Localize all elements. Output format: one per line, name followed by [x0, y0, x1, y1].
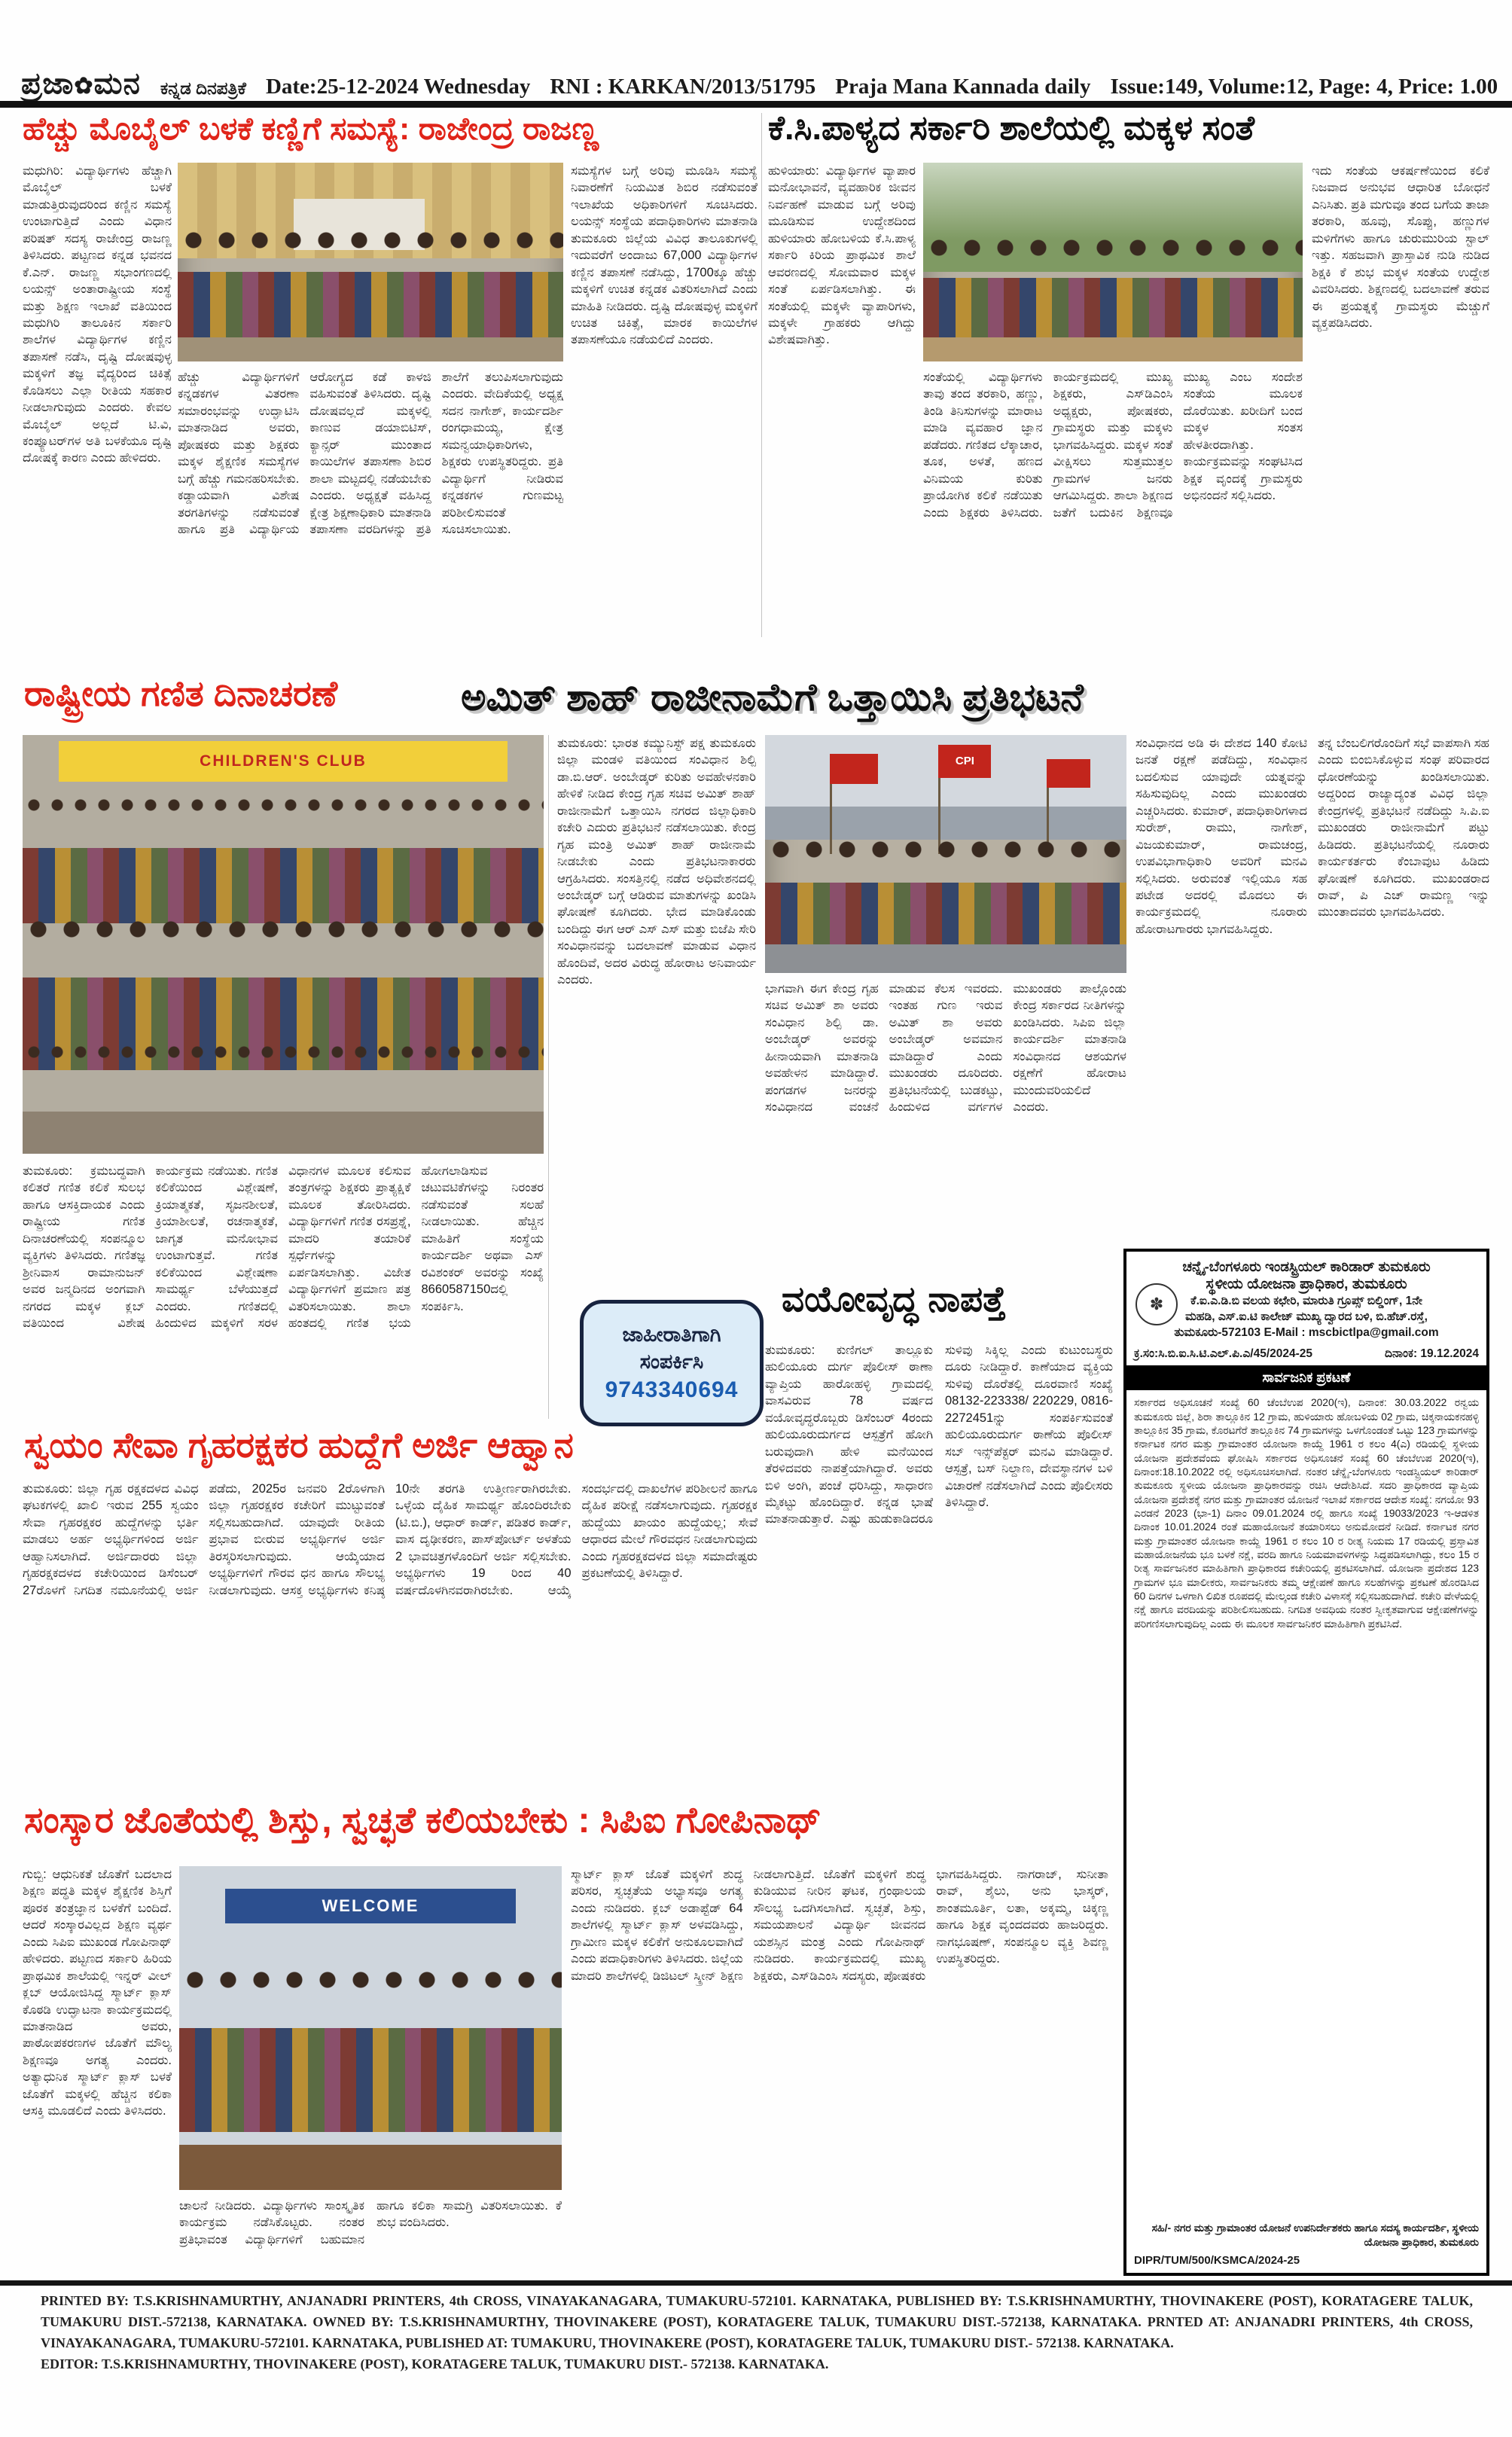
- article2-left-text: ಹುಳಿಯಾರು: ವಿದ್ಯಾರ್ಥಿಗಳ ವ್ಯಾಪಾರ ಮನೋಭಾವನೆ, ವ್ಯವಹಾರಿಕ ಜೀವನ ನಿರ್ವಹಣೆ ಮಾಡುವ ಬಗ್ಗೆ ಅರಿವು ಮೂಡಿಸುವ ಉದ್ದೇಶದಿಂದ ಹುಳಿಯಾರು ಹೋಬಳಿಯ ಕೆ.ಸಿ.ಪಾಳ್ಯ ಸರ್ಕಾರಿ ಕಿರಿಯ ಪ್ರಾಥಮಿಕ ಶಾಲೆ ಆವರಣದಲ್ಲಿ ಸೋಮವಾರ ಮಕ್ಕಳ ಸಂತೆ ಏರ್ಪಡಿಸಲಾಗಿತ್ತು. ಈ ಸಂತೆಯಲ್ಲಿ ಮಕ್ಕಳೇ ವ್ಯಾಪಾರಿಗಳು, ಮಕ್ಕಳೇ ಗ್ರಾಹಕರು ಆಗಿದ್ದು ವಿಶೇಷವಾಗಿತ್ತು.: [768, 164, 916, 347]
- logo-text-left: ಪ್ರಜಾ: [21, 67, 75, 100]
- masthead: [21, 63, 1498, 101]
- flower-emblem-icon: ✿: [74, 74, 94, 99]
- notice-address-line1: ಕೆ.ಐ.ಎ.ಡಿ.ಬಿ ವಲಯ ಕಛೇರಿ, ಮಾರುತಿ ಗ್ರೂಪ್ಸ್ ಬಿಲ್ಡಿಂಗ್, 1ನೇ: [1190, 1295, 1422, 1308]
- headline-amit-shah-protest: ಅಮಿತ್ ಶಾಹ್ ರಾಜೀನಾಮೆಗೆ ಒತ್ತಾಯಿಸಿ ಪ್ರತಿಭಟನೆ: [461, 676, 1084, 718]
- article1-bottom-columns: [178, 369, 563, 637]
- notice-body-text: ಸರ್ಕಾರದ ಅಧಿಸೂಚನೆ ಸಂಖ್ಯೆ 60 ಚೆಂಬೆಉಪ 2020(ಇ), ದಿನಾಂಕ: 30.03.2022 ರನ್ವಯ ತುಮಕೂರು ಜಿಲ್ಲೆ, ಶಿರಾ ತಾಲ್ಲೂಕಿನ 12 ಗ್ರಾಮ, ಹುಳಿಯಾರು ಹೋಬಳಿಯ 02 ಗ್ರಾಮ, ಚಿಕ್ಕನಾಯಕನಹಳ್ಳಿ ತಾಲ್ಲೂಕಿನ 35 ಗ್ರಾಮ, ಕೊರಟಗೆರೆ ತಾಲ್ಲೂಕಿನ 74 ಗ್ರಾಮಗಳನ್ನು ಒಳಗೊಂಡಂತೆ ಒಟ್ಟು 123 ಗ್ರಾಮಗಳನ್ನು ಕರ್ನಾಟಕ ನಗರ ಮತ್ತು ಗ್ರಾಮಾಂತರ ಯೋಜನಾ ಕಾಯ್ದೆ 1961 ರ ಕಲಂ 4(ಎ) ರಡಿಯಲ್ಲಿ ಸ್ಥಳೀಯ ಯೋಜನಾ ಪ್ರದೇಶವೆಂದು ಘೋಷಿಸಿ ಸರ್ಕಾರದ ಅಧಿಸೂಚನೆ ಸಂಖ್ಯೆ 60 ಚೆಂಬೆಉಪ 2020(ಇ), ದಿನಾಂಕ:18.10.2022 ರಲ್ಲಿ ಅಧಿಸೂಚಿಸಲಾಗಿದೆ. ನಂತರ ಚೆನ್ನೈ-ಬೆಂಗಳೂರು ಇಂಡಸ್ಟ್ರಿಯಲ್ ಕಾರಿಡಾರ್ ತುಮಕೂರು ಸ್ಥಳೀಯ ಯೋಜನಾ ಪ್ರಾಧಿಕಾರವನ್ನು ರಚಿಸಿ ಆದೇಶಿಸಿದೆ. ಸದರಿ ಪ್ರಾಧಿಕಾರದ ವ್ಯಾಪ್ತಿಯ ಯೋಜನಾ ಪ್ರದೇಶಕ್ಕೆ ನಗರ ಮತ್ತು ಗ್ರಾಮಾಂತರ ಯೋಜನೆ ಇಲಾಖೆ ಸರ್ಕಾರದ ಆದೇಶ ಸಂಖ್ಯೆ: ನಗಯೋ 93 ಎರಡನೆ 2023 (ಭಾ-1) ದಿನಾಂ 09.01.2024 ರಲ್ಲಿ ಹಾಗೂ ಸಂಖ್ಯೆ 19033/2023 ಇ-ಆಡಳಿತ ದಿನಾಂಕ 10.01.2024 ರಂತೆ ಮಹಾಯೋಜನೆ ತಯಾರಿಸಲು ಅನುಮೋದನೆ ನೀಡಿದೆ. ಕರ್ನಾಟಕ ನಗರ ಮತ್ತು ಗ್ರಾಮಾಂತರ ಯೋಜನಾ ಕಾಯ್ದೆ 1961 ರ ಕಲಂ 10 ರ ರೀತ್ಯ ನಿಯಮ 17 ರಡಿಯಲ್ಲಿ ಪ್ರಸ್ತಾವಿತ ಮಹಾಯೋಜನೆಯ ಭೂ ಬಳಕೆ ನಕ್ಷೆ, ವರದಿ ಹಾಗೂ ನಿಯಮಾವಳಿಗಳನ್ನು ಸಿದ್ಧಪಡಿಸಲಾಗಿದ್ದು, ಕಲಂ 15 ರ ರೀತ್ಯ ಸಾರ್ವಜನಿಕರ ಮಾಹಿತಿಗಾಗಿ ಪ್ರಾಧಿಕಾರದ ಕಚೇರಿಯಲ್ಲಿ ಪ್ರಕಟಿಸಲಾಗಿದೆ. ಯೋಜನಾ ಪ್ರದೇಶದ 123 ಗ್ರಾಮಗಳ ಭೂ ಮಾಲೀಕರು, ಸಾರ್ವಜನಿಕರು ತಮ್ಮ ಆಕ್ಷೇಪಣೆ ಹಾಗೂ ಸಲಹೆಗಳನ್ನು ಪ್ರಕಟಣೆ ಹೊರಡಿಸಿದ 60 ದಿನಗಳ ಒಳಗಾಗಿ ಲಿಖಿತ ರೂಪದಲ್ಲಿ ಮೇಲ್ಕಂಡ ಕಚೇರಿ ವಿಳಾಸಕ್ಕೆ ಸಲ್ಲಿಸಬಹುದಾಗಿದೆ. ಕಚೇರಿ ವೇಳೆಯಲ್ಲಿ ನಕ್ಷೆ ಹಾಗೂ ವರದಿಯನ್ನು ಪರಿಶೀಲಿಸಬಹುದು. ನಿಗದಿತ ಅವಧಿಯ ನಂತರ ಸ್ವೀಕೃತವಾಗುವ ಆಕ್ಷೇಪಣೆಗಳನ್ನು ಪರಿಗಣಿಸಲಾಗುವುದಿಲ್ಲ ಎಂದು ಈ ಮೂಲಕ ಸಾರ್ವಜನಿಕರ ಮಾಹಿತಿಗಾಗಿ ಪ್ರಕಟಿಸಿದೆ.: [1134, 1397, 1479, 1630]
- headline-mobile-eyesight: ಹೆಚ್ಚು ಮೊಬೈಲ್ ಬಳಕೆ ಕಣ್ಣಿಗೆ ಸಮಸ್ಯೆ: ರಾಜೇಂದ್ರ ರಾಜಣ್ಣ: [23, 111, 599, 146]
- column-divider: [548, 735, 549, 1419]
- notice-title-line2: ಸ್ಥಳೀಯ ಯೋಜನಾ ಪ್ರಾಧಿಕಾರ, ತುಮಕೂರು: [1206, 1276, 1407, 1293]
- article7-bottom-text: ಚಾಲನೆ ನೀಡಿದರು. ವಿದ್ಯಾರ್ಥಿಗಳು ಸಾಂಸ್ಕೃತಿಕ ಕಾರ್ಯಕ್ರಮ ನಡೆಸಿಕೊಟ್ಟರು. ನಂತರ ಪ್ರತಿಭಾವಂತ ವಿದ್ಯಾರ್ಥಿಗಳಿಗೆ ಬಹುಮಾನ ಹಾಗೂ ಕಲಿಕಾ ಸಾಮಗ್ರಿ ವಿತರಿಸಲಾಯಿತು. ಕೆ ಶುಭ ವಂದಿಸಿದರು.: [179, 2199, 562, 2246]
- article4-middle-columns: [765, 981, 1126, 1243]
- masthead-subtitle: ಕನ್ನಡ ದಿನಪತ್ರಿಕೆ: [160, 78, 246, 98]
- footer-rule: [0, 2280, 1512, 2286]
- ad-line2: ಸಂಪರ್ಕಿಸಿ: [639, 1350, 704, 1373]
- imprint-footer: [41, 2291, 1473, 2375]
- article2-right-column: [1312, 163, 1489, 637]
- article4-left-column: [557, 735, 756, 1289]
- cpi-flag: CPI: [938, 745, 991, 778]
- article5-columns: [765, 1342, 1113, 1771]
- children-club-banner: CHILDREN'S CLUB: [59, 741, 507, 782]
- article2-bottom-text: ಸಂತೆಯಲ್ಲಿ ವಿದ್ಯಾರ್ಥಿಗಳು ತಾವು ತಂದ ತರಕಾರಿ, ಹಣ್ಣು, ತಿಂಡಿ ತಿನಿಸುಗಳನ್ನು ಮಾರಾಟ ಮಾಡಿ ವ್ಯವಹಾರ ಜ್ಞಾನ ಪಡೆದರು. ಗಣಿತದ ಲೆಕ್ಕಾಚಾರ, ತೂಕ, ಅಳತೆ, ಹಣದ ವಿನಿಮಯ ಕುರಿತು ಪ್ರಾಯೋಗಿಕ ಕಲಿಕೆ ನಡೆಯಿತು ಎಂದು ಶಿಕ್ಷಕರು ತಿಳಿಸಿದರು. ಕಾರ್ಯಕ್ರಮದಲ್ಲಿ ಮುಖ್ಯ ಶಿಕ್ಷಕರು, ಎಸ್‌ಡಿಎಂಸಿ ಅಧ್ಯಕ್ಷರು, ಪೋಷಕರು, ಗ್ರಾಮಸ್ಥರು ಮತ್ತು ಮಕ್ಕಳು ಭಾಗವಹಿಸಿದ್ದರು. ಮಕ್ಕಳ ಸಂತೆ ವೀಕ್ಷಿಸಲು ಸುತ್ತಮುತ್ತಲ ಗ್ರಾಮಗಳ ಜನರು ಆಗಮಿಸಿದ್ದರು. ಶಾಲಾ ಶಿಕ್ಷಣದ ಜತೆಗೆ ಬದುಕಿನ ಶಿಕ್ಷಣವೂ ಮುಖ್ಯ ಎಂಬ ಸಂದೇಶ ಸಂತೆಯ ಮೂಲಕ ದೊರೆಯಿತು. ಖರೀದಿಗೆ ಬಂದ ಮಕ್ಕಳ ಸಂತಸ ಹೇಳತೀರದಾಗಿತ್ತು. ಕಾರ್ಯಕ್ರಮವನ್ನು ಸಂಘಟಿಸಿದ ಶಿಕ್ಷಕ ವೃಂದಕ್ಕೆ ಗ್ರಾಮಸ್ಥರು ಅಭಿನಂದನೆ ಸಲ್ಲಿಸಿದರು.: [923, 371, 1303, 520]
- photo-eye-camp-dignitaries: [178, 163, 563, 361]
- logo-text-right: ಮನ: [93, 67, 141, 100]
- photo-math-day-group: [23, 735, 544, 1154]
- article3-text: ತುಮಕೂರು: ಕ್ರಮಬದ್ಧವಾಗಿ ಕಲಿತರೆ ಗಣಿತ ಕಲಿಕೆ ಸುಲಭ ಹಾಗೂ ಆಸಕ್ತಿದಾಯಕ ಎಂದು ರಾಷ್ಟ್ರೀಯ ಗಣಿತ ದಿನಾಚರಣೆಯಲ್ಲಿ ಸಂಪನ್ಮೂಲ ವ್ಯಕ್ತಿಗಳು ತಿಳಿಸಿದರು. ಗಣಿತಜ್ಞ ಶ್ರೀನಿವಾಸ ರಾಮಾನುಜನ್ ಅವರ ಜನ್ಮದಿನದ ಅಂಗವಾಗಿ ನಗರದ ಮಕ್ಕಳ ಕ್ಲಬ್ ವತಿಯಿಂದ ವಿಶೇಷ ಕಾರ್ಯಕ್ರಮ ನಡೆಯಿತು. ಗಣಿತ ಕಲಿಕೆಯಿಂದ ವಿಶ್ಲೇಷಣೆ, ಕ್ರಿಯಾತ್ಮಕತೆ, ಸೃಜನಶೀಲತೆ, ಕ್ರಿಯಾಶೀಲತೆ, ರಚನಾತ್ಮಕತೆ, ಜಾಗೃತ ಮನೋಭಾವ ಉಂಟಾಗುತ್ತವೆ. ಗಣಿತ ಕಲಿಕೆಯಿಂದ ವಿಶ್ಲೇಷಣಾ ಸಾಮರ್ಥ್ಯ ಬೆಳೆಯುತ್ತದೆ ಎಂದರು. ಗಣಿತದಲ್ಲಿ ಹಿಂದುಳಿದ ಮಕ್ಕಳಿಗೆ ಸರಳ ವಿಧಾನಗಳ ಮೂಲಕ ಕಲಿಸುವ ತಂತ್ರಗಳನ್ನು ಶಿಕ್ಷಕರು ಪ್ರಾತ್ಯಕ್ಷಿಕೆ ಮೂಲಕ ತೋರಿಸಿದರು. ವಿದ್ಯಾರ್ಥಿಗಳಿಗೆ ಗಣಿತ ರಸಪ್ರಶ್ನೆ, ಮಾದರಿ ತಯಾರಿಕೆ ಸ್ಪರ್ಧೆಗಳನ್ನು ಏರ್ಪಡಿಸಲಾಗಿತ್ತು. ವಿಜೇತ ವಿದ್ಯಾರ್ಥಿಗಳಿಗೆ ಪ್ರಮಾಣ ಪತ್ರ ವಿತರಿಸಲಾಯಿತು. ಶಾಲಾ ಹಂತದಲ್ಲಿ ಗಣಿತ ಭಯ ಹೋಗಲಾಡಿಸುವ ಚಟುವಟಿಕೆಗಳನ್ನು ನಿರಂತರ ನಡೆಸುವಂತೆ ಸಲಹೆ ನೀಡಲಾಯಿತು. ಹೆಚ್ಚಿನ ಮಾಹಿತಿಗೆ ಸಂಸ್ಥೆಯ ಕಾರ್ಯದರ್ಶಿ ಅಥವಾ ಎಸ್ ರವಿಶಂಕರ್ ಅವರನ್ನು ಸಂಖ್ಯೆ 8660587150ದಲ್ಲಿ ಸಂಪರ್ಕಿಸಿ.: [23, 1164, 544, 1330]
- article1-bottom-text: ಹೆಚ್ಚು ವಿದ್ಯಾರ್ಥಿಗಳಿಗೆ ಕನ್ನಡಕಗಳ ವಿತರಣಾ ಸಮಾರಂಭವನ್ನು ಉದ್ಘಾಟಿಸಿ ಮಾತನಾಡಿದ ಅವರು, ಪೋಷಕರು ಮತ್ತು ಶಿಕ್ಷಕರು ಮಕ್ಕಳ ಶೈಕ್ಷಣಿಕ ಸಮಸ್ಯೆಗಳ ಬಗ್ಗೆ ಹೆಚ್ಚು ಗಮನಹರಿಸಬೇಕು. ಕಡ್ಡಾಯವಾಗಿ ವಿಶೇಷ ತರಗತಿಗಳನ್ನು ನಡೆಸುವಂತೆ ಹಾಗೂ ಪ್ರತಿ ವಿದ್ಯಾರ್ಥಿಯ ಆರೋಗ್ಯದ ಕಡೆ ಕಾಳಜಿ ವಹಿಸುವಂತೆ ತಿಳಿಸಿದರು. ದೃಷ್ಟಿ ದೋಷವಲ್ಲದೆ ಮಕ್ಕಳಲ್ಲಿ ಕಾಣುವ ಡಯಾಬಿಟಿಸ್, ಕ್ಯಾನ್ಸರ್ ಮುಂತಾದ ಕಾಯಿಲೆಗಳ ತಪಾಸಣಾ ಶಿಬಿರ ಶಾಲಾ ಮಟ್ಟದಲ್ಲಿ ನಡೆಯಬೇಕು ಎಂದರು. ಅಧ್ಯಕ್ಷತೆ ವಹಿಸಿದ್ದ ಕ್ಷೇತ್ರ ಶಿಕ್ಷಣಾಧಿಕಾರಿ ಮಾತನಾಡಿ ತಪಾಸಣಾ ವರದಿಗಳನ್ನು ಪ್ರತಿ ಶಾಲೆಗೆ ತಲುಪಿಸಲಾಗುವುದು ಎಂದರು. ವೇದಿಕೆಯಲ್ಲಿ ಅಧ್ಯಕ್ಷ ಸದನ ನಾಗೇಶ್, ಕಾರ್ಯದರ್ಶಿ ರಂಗಧಾಮಯ್ಯ, ಕ್ಷೇತ್ರ ಸಮನ್ವಯಾಧಿಕಾರಿಗಳು, ಶಿಕ್ಷಕರು ಉಪಸ್ಥಿತರಿದ್ದರು. ಪ್ರತಿ ವಿದ್ಯಾರ್ಥಿಗೆ ನೀಡಿರುವ ಕನ್ನಡಕಗಳ ಗುಣಮಟ್ಟ ಪರಿಶೀಲಿಸುವಂತೆ ಸೂಚಿಸಲಾಯಿತು.: [178, 371, 563, 536]
- public-notice-bar: ಸಾರ್ವಜನಿಕ ಪ್ರಕಟಣೆ: [1126, 1365, 1486, 1390]
- notice-signature: ಸಹಿ/- ನಗರ ಮತ್ತು ಗ್ರಾಮಾಂತರ ಯೋಜನೆ ಉಪನಿರ್ದೇಶಕರು ಹಾಗೂ ಸದಸ್ಯ ಕಾರ್ಯದರ್ಶಿ, ಸ್ಥಳೀಯ ಯೋಜನಾ ಪ್ರಾಧಿಕಾರ, ತುಮಕೂರು: [1151, 2222, 1479, 2249]
- notice-dipr-number: DIPR/TUM/500/KSMCA/2024-25: [1134, 2254, 1300, 2267]
- welcome-banner: WELCOME: [225, 1889, 516, 1923]
- article7-bottom-columns: [179, 2198, 562, 2277]
- article4-middle-text: ಭಾಗವಾಗಿ ಈಗ ಕೇಂದ್ರ ಗೃಹ ಸಚಿವ ಅಮಿತ್ ಶಾ ಅವರು ಸಂವಿಧಾನ ಶಿಲ್ಪಿ ಡಾ. ಅಂಬೇಡ್ಕರ್ ಅವರನ್ನು ಹೀನಾಯವಾಗಿ ಮಾತನಾಡಿ ಅವಹೇಳನ ಮಾಡಿದ್ದಾರೆ. ಪಂಗಡಗಳ ಜನರನ್ನು ಸಂವಿಧಾನದ ವಂಚನೆ ಮಾಡುವ ಕೆಲಸ ಇವರದು. ಇಂತಹ ಗುಣ ಇರುವ ಅಮಿತ್ ಶಾ ಅವರು ಅಂಬೇಡ್ಕರ್ ಅವಮಾನ ಮಾಡಿದ್ದಾರೆ ಎಂದು ಮುಖಂಡರು ದೂರಿದರು. ಪ್ರತಿಭಟನೆಯಲ್ಲಿ ಬುಡಕಟ್ಟು, ಹಿಂದುಳಿದ ವರ್ಗಗಳ ಮುಖಂಡರು ಪಾಲ್ಗೊಂಡು ಕೇಂದ್ರ ಸರ್ಕಾರದ ನೀತಿಗಳನ್ನು ಖಂಡಿಸಿದರು. ಸಿಪಿಐ ಜಿಲ್ಲಾ ಕಾರ್ಯದರ್ಶಿ ಮಾತನಾಡಿ ಸಂವಿಧಾನದ ಆಶಯಗಳ ರಕ್ಷಣೆಗೆ ಹೋರಾಟ ಮುಂದುವರಿಯಲಿದೆ ಎಂದರು.: [765, 982, 1126, 1115]
- masthead-paper-en: Praja Mana Kannada daily: [835, 75, 1091, 99]
- article2-left-column: [768, 163, 916, 637]
- notice-address-line3: ತುಮಕೂರು-572103 E-Mail : mscbictlpa@gmail.com: [1174, 1326, 1439, 1340]
- article5-text: ತುಮಕೂರು: ಕುಣಿಗಲ್ ತಾಲ್ಲೂಕು ಹುಲಿಯೂರು ದುರ್ಗ ಪೊಲೀಸ್ ಠಾಣಾ ವ್ಯಾಪ್ತಿಯ ಹಾರೋಹಳ್ಳಿ ಗ್ರಾಮದಲ್ಲಿ ವಾಸವಿರುವ 78 ವರ್ಷದ ವಯೋವೃದ್ಧರೊಬ್ಬರು ಡಿಸೆಂಬರ್ 4ರಂದು ಹುಲಿಯೂರುದುರ್ಗದ ಆಸ್ಪತ್ರೆಗೆ ಹೋಗಿ ಬರುವುದಾಗಿ ಹೇಳಿ ಮನೆಯಿಂದ ತೆರಳಿದವರು ನಾಪತ್ತೆಯಾಗಿದ್ದಾರೆ. ಅವರು ಬಿಳಿ ಅಂಗಿ, ಪಂಚೆ ಧರಿಸಿದ್ದು, ಸಾಧಾರಣ ಮೈಕಟ್ಟು ಹೊಂದಿದ್ದಾರೆ. ಕನ್ನಡ ಭಾಷೆ ಮಾತನಾಡುತ್ತಾರೆ. ಎಷ್ಟು ಹುಡುಕಾಡಿದರೂ ಸುಳಿವು ಸಿಕ್ಕಿಲ್ಲ ಎಂದು ಕುಟುಂಬಸ್ಥರು ದೂರು ನೀಡಿದ್ದಾರೆ. ಕಾಣೆಯಾದ ವ್ಯಕ್ತಿಯ ಸುಳಿವು ದೊರೆತಲ್ಲಿ ದೂರವಾಣಿ ಸಂಖ್ಯೆ 08132-223338/ 220229, 0816-2272451ನ್ನು ಸಂಪರ್ಕಿಸುವಂತೆ ಹುಲಿಯೂರುದುರ್ಗ ಠಾಣೆಯ ಪೊಲೀಸ್ ಸಬ್ ಇನ್ಸ್‌ಪೆಕ್ಟರ್ ಮನವಿ ಮಾಡಿದ್ದಾರೆ. ಆಸ್ಪತ್ರೆ, ಬಸ್ ನಿಲ್ದಾಣ, ದೇವಸ್ಥಾನಗಳ ಬಳಿ ವಿಚಾರಣೆ ನಡೆಸಲಾಗಿದೆ ಎಂದು ಪೊಲೀಸರು ತಿಳಿಸಿದ್ದಾರೆ.: [765, 1344, 1113, 1527]
- article7-left-column: [23, 1866, 172, 2277]
- ad-phone-number: 9743340694: [605, 1377, 739, 1402]
- article4-right-column-2: [1318, 735, 1489, 1238]
- notice-reference-row: [1134, 1347, 1479, 1361]
- article4-right2-text: ತನ್ನ ಬೆಂಬಲಿಗರೊಂದಿಗೆ ಸಭೆ ವಾಪಸಾಗಿ ಸಹ ಎಂದು ಬಿಂಬಿಸಿಕೊಳ್ಳುವ ಸಂಘ ಪರಿವಾರದ ಧೋರಣೆಯನ್ನು ಖಂಡಿಸಲಾಯಿತು. ಅದ್ದರಿಂದ ರಾಜ್ಯಾದ್ಯಂತ ವಿವಿಧ ಜಿಲ್ಲಾ ಕೇಂದ್ರಗಳಲ್ಲಿ ಪ್ರತಿಭಟನೆ ನಡೆದಿದ್ದು ಸಿ.ಪಿ.ಐ ಮುಖಂಡರು ರಾಜೀನಾಮೆಗೆ ಪಟ್ಟು ಹಿಡಿದರು. ಪ್ರತಿಭಟನೆಯಲ್ಲಿ ನೂರಾರು ಕಾರ್ಯಕರ್ತರು ಕೆಂಬಾವುಟ ಹಿಡಿದು ಘೋಷಣೆ ಕೂಗಿದರು. ಮುಖಂಡರಾದ ರಾವ್, ಪಿ ಎಚ್ ರಾಮಣ್ಣ ಇನ್ನು ಮುಂತಾದವರು ಭಾಗವಹಿಸಿದರು.: [1318, 737, 1489, 920]
- masthead-date: Date:25-12-2024 Wednesday: [265, 75, 531, 99]
- headline-cpi-gopinath: ಸಂಸ್ಕಾರ ಜೊತೆಯಲ್ಲಿ ಶಿಸ್ತು, ಸ್ವಚ್ಛತೆ ಕಲಿಯಬೇಕು : ಸಿಪಿಐ ಗೋಪಿನಾಥ್: [24, 1801, 822, 1841]
- notice-date: ದಿನಾಂಕ: 19.12.2024: [1385, 1347, 1479, 1361]
- masthead-rni: RNI : KARKAN/2013/51795: [550, 75, 816, 99]
- article6-text: ತುಮಕೂರು: ಜಿಲ್ಲಾ ಗೃಹ ರಕ್ಷಕದಳದ ವಿವಿಧ ಘಟಕಗಳಲ್ಲಿ ಖಾಲಿ ಇರುವ 255 ಸ್ವಯಂ ಸೇವಾ ಗೃಹರಕ್ಷಕರ ಹುದ್ದೆಗಳನ್ನು ಭರ್ತಿ ಮಾಡಲು ಅರ್ಹ ಅಭ್ಯರ್ಥಿಗಳಿಂದ ಅರ್ಜಿ ಆಹ್ವಾನಿಸಲಾಗಿದೆ. ಅರ್ಜಿದಾರರು ಜಿಲ್ಲಾ ಗೃಹರಕ್ಷಕದಳದ ಕಚೇರಿಯಿಂದ ಡಿಸೆಂಬರ್ 27ರೊಳಗೆ ನಿಗದಿತ ನಮೂನೆಯಲ್ಲಿ ಅರ್ಜಿ ಪಡೆದು, 2025ರ ಜನವರಿ 2ರೊಳಗಾಗಿ ಜಿಲ್ಲಾ ಗೃಹರಕ್ಷಕರ ಕಚೇರಿಗೆ ಮುಟ್ಟುವಂತೆ ಸಲ್ಲಿಸಬಹುದಾಗಿದೆ. ಯಾವುದೇ ರೀತಿಯ ಪ್ರಭಾವ ಬೀರುವ ಅಭ್ಯರ್ಥಿಗಳ ಅರ್ಜಿ ತಿರಸ್ಕರಿಸಲಾಗುವುದು. ಆಯ್ಕೆಯಾದ ಅಭ್ಯರ್ಥಿಗಳಿಗೆ ಗೌರವ ಧನ ಹಾಗೂ ಸೌಲಭ್ಯ ನೀಡಲಾಗುವುದು. ಆಸಕ್ತ ಅಭ್ಯರ್ಥಿಗಳು ಕನಿಷ್ಠ 10ನೇ ತರಗತಿ ಉತ್ತೀರ್ಣರಾಗಿರಬೇಕು. ಒಳ್ಳೆಯ ದೈಹಿಕ ಸಾಮರ್ಥ್ಯ ಹೊಂದಿರಬೇಕು (ಟಿ.ಬಿ.), ಆಧಾರ್ ಕಾರ್ಡ್, ಪಡಿತರ ಕಾರ್ಡ್, ವಾಸ ದೃಢೀಕರಣ, ಪಾಸ್‌ಪೋರ್ಟ್ ಅಳತೆಯ 2 ಭಾವಚಿತ್ರಗಳೊಂದಿಗೆ ಅರ್ಜಿ ಸಲ್ಲಿಸಬೇಕು. ಅಭ್ಯರ್ಥಿಗಳು 19 ರಿಂದ 40 ವರ್ಷದೊಳಗಿನವರಾಗಿರಬೇಕು. ಆಯ್ಕೆ ಸಂದರ್ಭದಲ್ಲಿ ದಾಖಲೆಗಳ ಪರಿಶೀಲನೆ ಹಾಗೂ ದೈಹಿಕ ಪರೀಕ್ಷೆ ನಡೆಸಲಾಗುವುದು. ಗೃಹರಕ್ಷಕ ಹುದ್ದೆಯು ಖಾಯಂ ಹುದ್ದೆಯಲ್ಲ; ಸೇವೆ ಆಧಾರದ ಮೇಲೆ ಗೌರವಧನ ನೀಡಲಾಗುವುದು ಎಂದು ಗೃಹರಕ್ಷಕದಳದ ಜಿಲ್ಲಾ ಸಮಾದೇಷ್ಟರು ಪ್ರಕಟಣೆಯಲ್ಲಿ ತಿಳಿಸಿದ್ದಾರೆ.: [23, 1482, 758, 1597]
- article1-left-text: ಮಧುಗಿರಿ: ವಿದ್ಯಾರ್ಥಿಗಳು ಹೆಚ್ಚಾಗಿ ಮೊಬೈಲ್ ಬಳಕೆ ಮಾಡುತ್ತಿರುವುದರಿಂದ ಕಣ್ಣಿನ ಸಮಸ್ಯೆ ಉಂಟಾಗುತ್ತಿದೆ ಎಂದು ವಿಧಾನ ಪರಿಷತ್ ಸದಸ್ಯ ರಾಜೇಂದ್ರ ರಾಜಣ್ಣ ತಿಳಿಸಿದರು. ಪಟ್ಟಣದ ಕನ್ನಡ ಭವನದ ಕೆ.ಎನ್. ರಾಜಣ್ಣ ಸಭಾಂಗಣದಲ್ಲಿ ಲಯನ್ಸ್ ಅಂತಾರಾಷ್ಟ್ರೀಯ ಸಂಸ್ಥೆ ಮತ್ತು ಶಿಕ್ಷಣ ಇಲಾಖೆ ವತಿಯಿಂದ ಮಧುಗಿರಿ ತಾಲೂಕಿನ ಸರ್ಕಾರಿ ಶಾಲೆಗಳ ವಿದ್ಯಾರ್ಥಿಗಳ ಕಣ್ಣಿನ ತಪಾಸಣೆ ನಡೆಸಿ, ದೃಷ್ಟಿ ದೋಷವುಳ್ಳ ಮಕ್ಕಳಿಗೆ ತಜ್ಞ ವೈದ್ಯರಿಂದ ಚಿಕಿತ್ಸೆ ಕೊಡಿಸಲು ಎಲ್ಲಾ ರೀತಿಯ ಸಹಕಾರ ನೀಡಲಾಗುವುದು ಎಂದರು. ಕೇವಲ ಮೊಬೈಲ್ ಅಲ್ಲದೆ ಟಿ.ವಿ, ಕಂಪ್ಯೂಟರ್‌ಗಳ ಅತಿ ಬಳಕೆಯೂ ದೃಷ್ಟಿ ದೋಷಕ್ಕೆ ಕಾರಣ ಎಂದು ಹೇಳಿದರು.: [23, 164, 172, 465]
- headline-math-day: ರಾಷ್ಟ್ರೀಯ ಗಣಿತ ದಿನಾಚರಣೆ: [24, 673, 338, 713]
- article4-right-column-1: [1136, 735, 1307, 1238]
- notice-reference-number: ಕ್ರ.ಸಂ:ಸಿ.ಬಿ.ಐ.ಸಿ.ಟಿ.ಎಲ್.ಪಿ.ಎ/45/2024-25: [1134, 1347, 1313, 1361]
- notice-address-line2: ಮಹಡಿ, ಎಸ್.ಐ.ಟಿ ಕಾಲೇಜ್ ಮುಖ್ಯ ದ್ವಾರದ ಬಳಿ, ಬಿ.ಹೆಚ್.ರಸ್ತೆ,: [1185, 1310, 1428, 1324]
- article2-bottom-columns: [923, 369, 1303, 637]
- headline-makkala-sante: ಕೆ.ಸಿ.ಪಾಳ್ಯದ ಸರ್ಕಾರಿ ಶಾಲೆಯಲ್ಲಿ ಮಕ್ಕಳ ಸಂತೆ: [768, 108, 1255, 147]
- article6-columns: [23, 1481, 758, 1785]
- government-notice-box: [1123, 1249, 1489, 2276]
- advertisement-contact-box: [580, 1300, 764, 1426]
- article7-left-text: ಗುಬ್ಬಿ: ಆಧುನಿಕತೆ ಜೊತೆಗೆ ಬದಲಾದ ಶಿಕ್ಷಣ ಪದ್ಧತಿ ಮಕ್ಕಳ ಶೈಕ್ಷಣಿಕ ಶಿಸ್ತಿಗೆ ಪೂರಕ ತಂತ್ರಜ್ಞಾನ ಬಳಕೆಗೆ ಬಂದಿದೆ. ಆದರೆ ಸಂಸ್ಕಾರವಿಲ್ಲದ ಶಿಕ್ಷಣ ವ್ಯರ್ಥ ಎಂದು ಸಿಪಿಐ ಮುಖಂಡ ಗೋಪಿನಾಥ್ ಹೇಳಿದರು. ಪಟ್ಟಣದ ಸರ್ಕಾರಿ ಹಿರಿಯ ಪ್ರಾಥಮಿಕ ಶಾಲೆಯಲ್ಲಿ ಇನ್ನರ್ ವೀಲ್ ಕ್ಲಬ್ ಆಯೋಜಿಸಿದ್ದ ಸ್ಮಾರ್ಟ್ ಕ್ಲಾಸ್ ಕೊಠಡಿ ಉದ್ಘಾಟನಾ ಕಾರ್ಯಕ್ರಮದಲ್ಲಿ ಮಾತನಾಡಿದ ಅವರು, ಪಾಠೋಪಕರಣಗಳ ಜೊತೆಗೆ ಮೌಲ್ಯ ಶಿಕ್ಷಣವೂ ಅಗತ್ಯ ಎಂದರು. ಅತ್ಯಾಧುನಿಕ ಸ್ಮಾರ್ಟ್ ಕ್ಲಾಸ್ ಬಳಕೆ ಜೊತೆಗೆ ಮಕ್ಕಳಲ್ಲಿ ಹೆಚ್ಚಿನ ಕಲಿಕಾ ಆಸಕ್ತಿ ಮೂಡಲಿದೆ ಎಂದು ತಿಳಿಸಿದರು.: [23, 1868, 172, 2118]
- headline-elder-missing: ವಯೋವೃದ್ಧ ನಾಪತ್ತೆ: [782, 1279, 1006, 1319]
- article4-left-text: ತುಮಕೂರು: ಭಾರತ ಕಮ್ಯುನಿಸ್ಟ್ ಪಕ್ಷ ತುಮಕೂರು ಜಿಲ್ಲಾ ಮಂಡಳಿ ವತಿಯಿಂದ ಸಂವಿಧಾನ ಶಿಲ್ಪಿ ಡಾ.ಬಿ.ಆರ್. ಅಂಬೇಡ್ಕರ್ ಕುರಿತು ಅವಹೇಳನಕಾರಿ ಹೇಳಿಕೆ ನೀಡಿದ ಕೇಂದ್ರ ಗೃಹ ಸಚಿವ ಅಮಿತ್ ಶಾಹ್ ರಾಜೀನಾಮೆಗೆ ಒತ್ತಾಯಿಸಿ ನಗರದ ಜಿಲ್ಲಾಧಿಕಾರಿ ಕಚೇರಿ ಎದುರು ಪ್ರತಿಭಟನೆ ನಡೆಸಲಾಯಿತು. ಕೇಂದ್ರ ಗೃಹ ಮಂತ್ರಿ ಅಮಿತ್ ಶಾಹ್ ರಾಜೀನಾಮೆ ನೀಡಬೇಕು ಎಂದು ಪ್ರತಿಭಟನಾಕಾರರು ಆಗ್ರಹಿಸಿದರು. ಸಂಸತ್ತಿನಲ್ಲಿ ನಡೆದ ಅಧಿವೇಶನದಲ್ಲಿ ಅಂಬೇಡ್ಕರ್ ಬಗ್ಗೆ ಆಡಿರುವ ಮಾತುಗಳನ್ನು ಖಂಡಿಸಿ ಘೋಷಣೆ ಕೂಗಿದರು. ಭೇದ ಮಾಡಿಕೊಂಡು ಬಂದಿದ್ದು ಈಗ ಆರ್ ಎಸ್ ಎಸ್ ಮತ್ತು ಬಿಜೆಪಿ ಸೇರಿ ಸಂವಿಧಾನವನ್ನು ಬದಲಾವಣೆ ಮಾಡುವ ವಿಧಾನ ಹೊಂದಿವೆ, ಅದರ ವಿರುದ್ಧ ಹೋರಾಟ ಅನಿವಾರ್ಯ ಎಂದರು.: [557, 737, 756, 987]
- headline-home-guards: ಸ್ವಯಂ ಸೇವಾ ಗೃಹರಕ್ಷಕರ ಹುದ್ದೆಗೆ ಅರ್ಜಿ ಆಹ್ವಾನ: [24, 1425, 574, 1465]
- masthead-rule: [0, 101, 1512, 108]
- imprint-line1: PRINTED BY: T.S.KRISHNAMURTHY, ANJANADRI PRINTERS, 4th CROSS, VINAYAKANAGARA, TUMAKURU-572101. KARNATAKA, PUBLISHED BY: T.S.KRISHNAMURTHY, THOVINAKERE (POST), KORATAGERE TALUK, TUMAKURU DIST.-572138, KARNATAKA. OWNED BY: T.S.KRISHNAMURTHY, THOVINAKERE (POST), KORATAGERE TALUK, TUMAKURU DIST.-572138, KARNATAKA. PRNTED AT: ANJANADRI PRINTERS, 4th CROSS, VINAYAKANAGARA, TUMAKURU-572101. KARNATAKA, PUBLISHED AT: TUMAKURU, THOVINAKERE (POST), KORATAGERE TALUK, TUMAKURU DIST.- 572138. KARNATAKA.: [41, 2293, 1473, 2350]
- ad-line1: ಜಾಹೀರಾತಿಗಾಗಿ: [622, 1323, 721, 1346]
- notice-header: [1134, 1258, 1479, 1341]
- masthead-issue: Issue:149, Volume:12, Page: 4, Price: 1.00: [1110, 75, 1498, 99]
- newspaper-logo: [21, 67, 141, 101]
- article3-columns: [23, 1163, 544, 1419]
- article1-left-column: [23, 163, 172, 637]
- article4-right1-text: ಸಂವಿಧಾನದ ಅಡಿ ಈ ದೇಶದ 140 ಕೋಟಿ ಜನತೆ ರಕ್ಷಣೆ ಪಡೆದಿದ್ದು, ಸಂವಿಧಾನ ಬದಲಿಸುವ ಯಾವುದೇ ಯತ್ನವನ್ನು ಸಹಿಸುವುದಿಲ್ಲ ಎಂದು ಮುಖಂಡರು ಎಚ್ಚರಿಸಿದರು. ಕುಮಾರ್, ಪದಾಧಿಕಾರಿಗಳಾದ ಸುರೇಶ್, ರಾಮು, ನಾಗೇಶ್, ವಿಜಯಕುಮಾರ್, ರಾಮಚಂದ್ರ, ಉಪವಿಭಾಗಾಧಿಕಾರಿ ಅವರಿಗೆ ಮನವಿ ಸಲ್ಲಿಸಿದರು. ಅರುವಂತೆ ಇಲ್ಲಿಯೂ ಸಹ ಪಟೇಡ ಅದರಲ್ಲಿ ಮೊದಲು ಈ ಕಾರ್ಯಕ್ರಮದಲ್ಲಿ ನೂರಾರು ಹೋರಾಟಗಾರರು ಭಾಗವಹಿಸಿದ್ದರು.: [1136, 737, 1307, 936]
- article2-right-text: ಇದು ಸಂತೆಯ ಆಕರ್ಷಣೆಯಿಂದ ಕಲಿಕೆ ನಿಜವಾದ ಅನುಭವ ಆಧಾರಿತ ಬೋಧನೆ ಎನಿಸಿತು. ಪ್ರತಿ ಮಗುವೂ ತಂದ ಬಗೆಯ ತಾಜಾ ತರಕಾರಿ, ಹೂವು, ಸೊಪ್ಪು, ಹಣ್ಣುಗಳ ಮಳಿಗೆಗಳು ಹಾಗೂ ಚುರುಮುರಿಯ ಸ್ಟಾಲ್ ಇತ್ತು. ಸಹಜವಾಗಿ ಪ್ರಾಸ್ತಾವಿಕ ನುಡಿ ನುಡಿದ ಶಿಕ್ಷಕಿ ಕೆ ಶುಭ ಮಕ್ಕಳ ಸಂತೆಯ ಉದ್ದೇಶ ವಿವರಿಸಿದರು. ಶಿಕ್ಷಣದಲ್ಲಿ ಬದಲಾವಣೆ ತರುವ ಈ ಪ್ರಯತ್ನಕ್ಕೆ ಗ್ರಾಮಸ್ಥರು ಮೆಚ್ಚುಗೆ ವ್ಯಕ್ತಪಡಿಸಿದರು.: [1312, 164, 1489, 330]
- authority-seal-icon: ✽: [1136, 1283, 1178, 1325]
- article1-right-text: ಸಮಸ್ಯೆಗಳ ಬಗ್ಗೆ ಅರಿವು ಮೂಡಿಸಿ ಸಮಸ್ಯೆ ನಿವಾರಣೆಗೆ ನಿಯಮಿತ ಶಿಬಿರ ನಡೆಸುವಂತೆ ಇಲಾಖೆಯ ಅಧಿಕಾರಿಗಳಿಗೆ ಸೂಚಿಸಿದರು. ಲಯನ್ಸ್ ಸಂಸ್ಥೆಯ ಪದಾಧಿಕಾರಿಗಳು ಮಾತನಾಡಿ ತುಮಕೂರು ಜಿಲ್ಲೆಯ ವಿವಿಧ ತಾಲೂಕುಗಳಲ್ಲಿ ಇದುವರೆಗೆ ಅಂದಾಜು 67,000 ವಿದ್ಯಾರ್ಥಿಗಳ ಕಣ್ಣಿನ ತಪಾಸಣೆ ನಡೆಸಿದ್ದು, 1700ಕ್ಕೂ ಹೆಚ್ಚು ಮಕ್ಕಳಿಗೆ ಉಚಿತ ಕನ್ನಡಕ ವಿತರಿಸಲಾಗಿದೆ ಎಂದು ಮಾಹಿತಿ ನೀಡಿದರು. ದೃಷ್ಟಿ ದೋಷವುಳ್ಳ ಮಕ್ಕಳಿಗೆ ಉಚಿತ ಚಿಕಿತ್ಸೆ, ಮಾರಕ ಕಾಯಿಲೆಗಳ ತಪಾಸಣೆಯೂ ನಡೆಯಲಿದೆ ಎಂದರು.: [571, 164, 758, 347]
- article7-right-columns: [571, 1866, 1108, 2277]
- column-divider: [761, 113, 762, 637]
- article1-right-column: [571, 163, 758, 637]
- photo-cpi-protest: [765, 735, 1126, 973]
- notice-title-line1: ಚನ್ನೈ-ಬೆಂಗಳೂರು ಇಂಡಸ್ಟ್ರಿಯಲ್ ಕಾರಿಡಾರ್ ತುಮಕೂರು: [1182, 1258, 1431, 1274]
- photo-children-market: [923, 163, 1303, 361]
- photo-smart-class-inauguration: [179, 1866, 562, 2190]
- imprint-line2: EDITOR: T.S.KRISHNAMURTHY, THOVINAKERE (POST), KORATAGERE TALUK, TUMAKURU DIST.- 572138. KARNATAKA.: [41, 2356, 829, 2371]
- article7-right-text: ಸ್ಮಾರ್ಟ್ ಕ್ಲಾಸ್ ಜೊತೆ ಮಕ್ಕಳಿಗೆ ಶುದ್ಧ ಪರಿಸರ, ಸ್ವಚ್ಛತೆಯ ಅಭ್ಯಾಸವೂ ಅಗತ್ಯ ಎಂದು ನುಡಿದರು. ಕ್ಲಬ್ ಅಡಾಪ್ಟೆಡ್ 64 ಶಾಲೆಗಳಲ್ಲಿ ಸ್ಮಾರ್ಟ್ ಕ್ಲಾಸ್ ಅಳವಡಿಸಿದ್ದು, ಗ್ರಾಮೀಣ ಮಕ್ಕಳ ಕಲಿಕೆಗೆ ಅನುಕೂಲವಾಗಿದೆ ಎಂದು ಪದಾಧಿಕಾರಿಗಳು ತಿಳಿಸಿದರು. ಜಿಲ್ಲೆಯ ಮಾದರಿ ಶಾಲೆಗಳಲ್ಲಿ ಡಿಜಿಟಲ್ ಸ್ಕ್ರೀನ್ ಶಿಕ್ಷಣ ನೀಡಲಾಗುತ್ತಿದೆ. ಜೊತೆಗೆ ಮಕ್ಕಳಿಗೆ ಶುದ್ಧ ಕುಡಿಯುವ ನೀರಿನ ಘಟಕ, ಗ್ರಂಥಾಲಯ ಸೌಲಭ್ಯ ಒದಗಿಸಲಾಗಿದೆ. ಸ್ವಚ್ಛತೆ, ಶಿಸ್ತು, ಸಮಯಪಾಲನೆ ವಿದ್ಯಾರ್ಥಿ ಜೀವನದ ಯಶಸ್ಸಿನ ಮಂತ್ರ ಎಂದು ಗೋಪಿನಾಥ್ ನುಡಿದರು. ಕಾರ್ಯಕ್ರಮದಲ್ಲಿ ಮುಖ್ಯ ಶಿಕ್ಷಕರು, ಎಸ್‌ಡಿಎಂಸಿ ಸದಸ್ಯರು, ಪೋಷಕರು ಭಾಗವಹಿಸಿದ್ದರು. ನಾಗರಾಜ್, ಸುನೀತಾ ರಾವ್, ಶೈಲು, ಅನು ಭಾಸ್ಕರ್, ಶಾಂತಮೂರ್ತಿ, ಲತಾ, ಅಕ್ಕಮ್ಮ, ಚಿಕ್ಕಣ್ಣ ಹಾಗೂ ಶಿಕ್ಷಕ ವೃಂದದವರು ಹಾಜರಿದ್ದರು. ನಾಗಭೂಷಣ್, ಸಂಪನ್ಮೂಲ ವ್ಯಕ್ತಿ ಶಿವಣ್ಣ ಉಪಸ್ಥಿತರಿದ್ದರು.: [571, 1868, 1108, 1983]
